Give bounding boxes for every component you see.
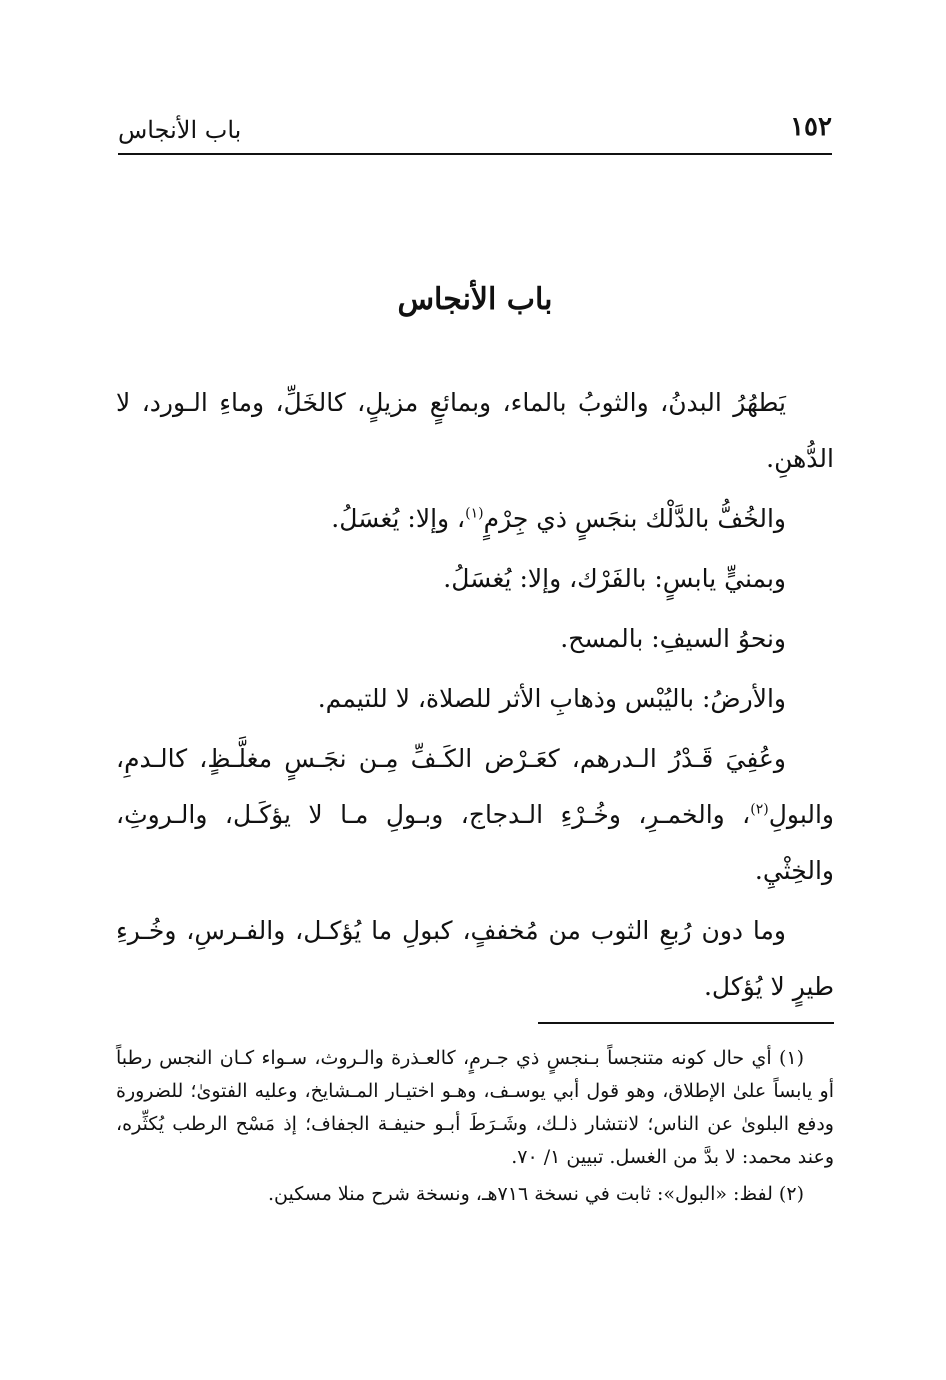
paragraph-purification: يَطهُرُ البدنُ، والثوبُ بالماء، وبمائعٍ مزيلٍ، كالخَلِّ، وماءِ الـورد، لا الدُّهنِ. (116, 388, 834, 473)
paragraph-pardoned (116, 731, 834, 899)
header-rule (118, 153, 832, 155)
paragraph-quarter: وما دون رُبعِ الثوب من مُخففٍ، كبولِ ما يُؤكـل، والفـرسِ، وخُـرءِ طيرٍ لا يُؤكل. (116, 916, 834, 1001)
paragraph-pardoned-text: وعُفِيَ قَـدْرُ الـدرهم، كعَـرْض الكَـفِّ مِـن نجَـسٍ مغلَّـظٍ، كالـدمِ، والبولِ (116, 744, 834, 829)
paragraph-mani: وبمنيٍّ يابسٍ: بالفَرْك، وإلا: يُغسَلُ. (443, 564, 786, 593)
running-header (118, 112, 832, 152)
paragraph-earth: والأرضُ: باليُبْس وذهابِ الأثر للصلاة، لا للتيمم. (317, 684, 786, 713)
paragraph-khuff (116, 491, 834, 547)
footnote-2: (٢) لفظ: «البول»: ثابت في نسخة ٧١٦هـ، ونسخة شرح منلا مسكين. (268, 1183, 804, 1205)
footnote-1: (١) أي حال كونه متنجساً بـنجسٍ ذي جـرمٍ، كالعـذرة والـروث، سـواء كـان النجس رطباً أو يابساً علىٰ الإطلاق، وهو قول أبي يوسـف، وهـو اختيـار المـشايخ، وعليه الفتوىٰ؛ للضرورة ودفع البلوىٰ عن الناس؛ لانتشار ذلـك، وشَـرَطَ أبـو حنيفـة الجفاف؛ إذ مَسْح الرطب يُكثِّره، وعند محمد: لا بدَّ من الغسل. تبيين ١/ ٧٠. (116, 1047, 834, 1168)
paragraph-sword: ونحوُ السيفِ: بالمسح. (560, 624, 786, 653)
running-header-title: باب الأنجاس (118, 116, 242, 144)
footnote-ref-1[interactable]: (١) (465, 505, 484, 522)
footnotes (116, 1042, 834, 1215)
paragraph-khuff-tail: ، وإلا: يُغسَلُ. (331, 504, 466, 533)
paragraph-pardoned-tail: ، والخمـرِ، وخُـرْءِ الـدجاج، وبـولِ مـا لا يؤكَـل، والـروثِ، والخِثْيِ. (116, 800, 834, 885)
main-text (116, 375, 834, 1015)
footnote-ref-2[interactable]: (٢) (750, 801, 769, 818)
footnote-rule (538, 1022, 834, 1024)
page-number: ١٥٢ (790, 112, 832, 142)
chapter-title: باب الأنجاس (397, 282, 553, 317)
paragraph-khuff-text: والخُفُّ بالدَّلْك بنجَسٍ ذي جِرْمٍ (483, 504, 786, 533)
